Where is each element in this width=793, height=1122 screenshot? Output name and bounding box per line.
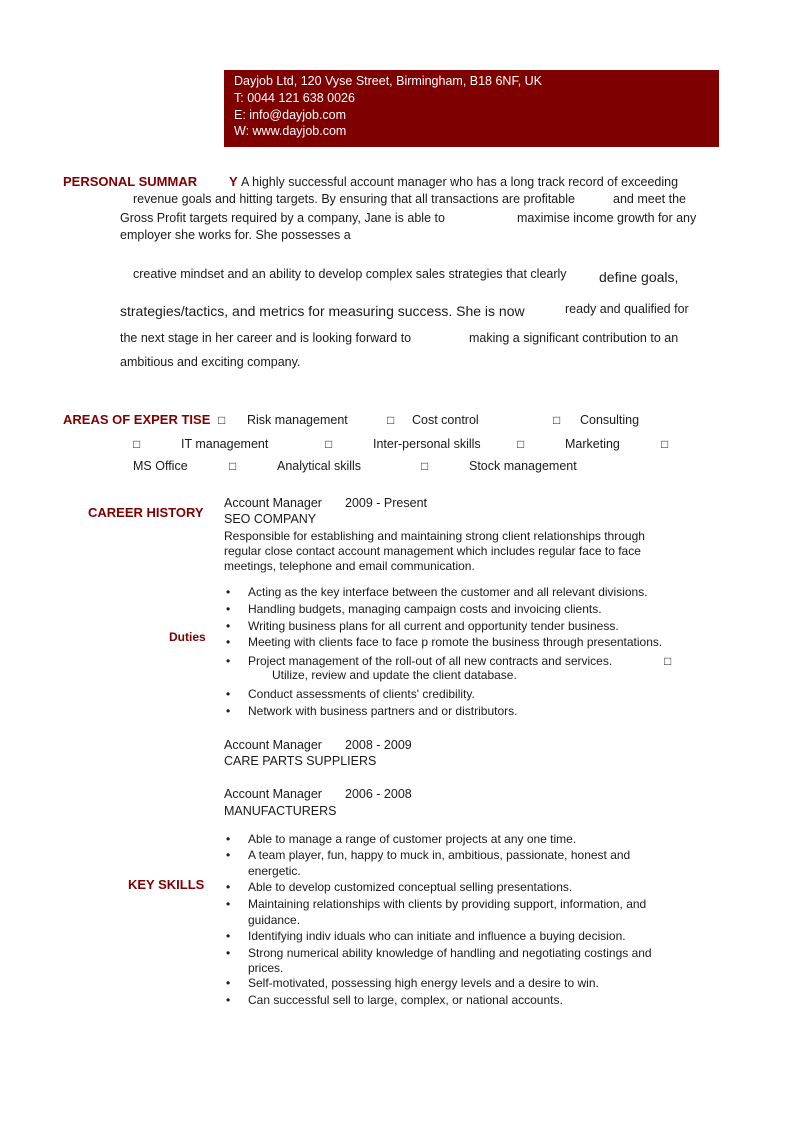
duty-item: Utilize, review and update the client database. — [272, 668, 517, 682]
summary-line: and meet the — [613, 192, 686, 206]
job-description-line: meetings, telephone and email communication. — [224, 559, 475, 573]
summary-line: A highly successful account manager who has a long track record of exceeding — [241, 175, 679, 189]
bullet-icon: • — [226, 832, 231, 846]
skill-item-continued: guidance. — [248, 913, 301, 927]
bullet-icon: • — [226, 880, 231, 894]
summary-line: define goals, — [599, 269, 679, 285]
checkbox-icon: □ — [421, 459, 429, 473]
expertise-item: Inter-personal skills — [373, 437, 481, 451]
skill-item-continued: energetic. — [248, 864, 301, 878]
checkbox-icon: □ — [133, 437, 141, 451]
bullet-icon: • — [226, 635, 231, 649]
contact-header — [224, 70, 719, 147]
summary-line: Gross Profit targets required by a company, Jane is able to — [120, 211, 445, 225]
key-skills-heading: KEY SKILLS — [128, 877, 205, 892]
job-company: MANUFACTURERS — [224, 804, 337, 818]
summary-line: revenue goals and hitting targets. By ensuring that all transactions are profitable — [133, 192, 575, 206]
duties-heading: Duties — [169, 630, 206, 644]
job-title: Account Manager — [224, 787, 322, 801]
skill-item: Self-motivated, possessing high energy levels and a desire to win. — [248, 976, 599, 990]
skill-item: Able to develop customized conceptual selling presentations. — [248, 880, 573, 894]
summary-line: employer she works for. She possesses a — [120, 228, 351, 242]
skill-item: Maintaining relationships with clients by providing support, information, and — [248, 897, 647, 911]
career-history-heading: CAREER HISTORY — [88, 505, 204, 520]
duty-item: Acting as the key interface between the customer and all relevant divisions. — [248, 585, 648, 599]
job-dates: 2008 - 2009 — [345, 738, 412, 752]
duty-item: Project management of the roll-out of all new contracts and services. — [248, 654, 613, 668]
checkbox-icon: □ — [664, 654, 672, 668]
expertise-item: Marketing — [565, 437, 620, 451]
bullet-icon: • — [226, 946, 231, 960]
bullet-icon: • — [226, 848, 231, 862]
summary-line: ambitious and exciting company. — [120, 355, 301, 369]
bullet-icon: • — [226, 897, 231, 911]
bullet-icon: • — [226, 929, 231, 943]
summary-line: the next stage in her career and is looking forward to — [120, 331, 412, 345]
summary-line: strategies/tactics, and metrics for measuring success. She is now — [120, 303, 525, 319]
checkbox-icon: □ — [387, 413, 395, 427]
expertise-item: Stock management — [469, 459, 577, 473]
bullet-icon: • — [226, 585, 231, 599]
bullet-icon: • — [226, 654, 231, 668]
job-company: SEO COMPANY — [224, 512, 317, 526]
job-dates: 2006 - 2008 — [345, 787, 412, 801]
expertise-item: Risk management — [247, 413, 348, 427]
job-description-line: regular close contact account management which includes regular face to face — [224, 544, 641, 558]
company-email: E: info@dayjob.com — [234, 108, 347, 122]
checkbox-icon: □ — [517, 437, 525, 451]
summary-line: maximise income growth for any — [517, 211, 697, 225]
bullet-icon: • — [226, 687, 231, 701]
bullet-icon: • — [226, 602, 231, 616]
checkbox-icon: □ — [325, 437, 333, 451]
skill-item: Can successful sell to large, complex, or national accounts. — [248, 993, 563, 1007]
skill-item: Identifying indiv iduals who can initiate and influence a buying decision. — [248, 929, 626, 943]
bullet-icon: • — [226, 993, 231, 1007]
skill-item: A team player, fun, happy to muck in, ambitious, passionate, honest and — [248, 848, 631, 862]
job-dates: 2009 - Present — [345, 496, 427, 510]
company-website: W: www.dayjob.com — [234, 124, 347, 138]
bullet-icon: • — [226, 704, 231, 718]
expertise-item: Analytical skills — [277, 459, 362, 473]
bullet-icon: • — [226, 976, 231, 990]
duty-item: Meeting with clients face to face p romote the business through presentations. — [248, 635, 663, 649]
duty-item: Conduct assessments of clients' credibility. — [248, 687, 475, 701]
skill-item-continued: prices. — [248, 961, 284, 975]
areas-of-expertise-heading: AREAS OF EXPER TISE — [63, 412, 211, 427]
duty-item: Writing business plans for all current and opportunity tender business. — [248, 619, 619, 633]
company-address: Dayjob Ltd, 120 Vyse Street, Birmingham, B18 6NF, UK — [234, 74, 543, 88]
job-company: CARE PARTS SUPPLIERS — [224, 754, 377, 768]
checkbox-icon: □ — [661, 437, 669, 451]
expertise-item: IT management — [181, 437, 269, 451]
personal-summary-heading: PERSONAL SUMMAR — [63, 174, 198, 189]
duty-item: Handling budgets, managing campaign costs and invoicing clients. — [248, 602, 602, 616]
duty-item: Network with business partners and or distributors. — [248, 704, 518, 718]
expertise-item: MS Office — [133, 459, 188, 473]
job-title: Account Manager — [224, 738, 322, 752]
checkbox-icon: □ — [553, 413, 561, 427]
skill-item: Able to manage a range of customer projects at any one time. — [248, 832, 577, 846]
summary-line: ready and qualified for — [565, 302, 689, 316]
job-description-line: Responsible for establishing and maintaining strong client relationships through — [224, 529, 645, 543]
bullet-icon: • — [226, 619, 231, 633]
company-phone: T: 0044 121 638 0026 — [234, 91, 355, 105]
summary-line: creative mindset and an ability to develop complex sales strategies that clearly — [133, 267, 567, 281]
summary-line: making a significant contribution to an — [469, 331, 679, 345]
checkbox-icon: □ — [218, 413, 226, 427]
job-title: Account Manager — [224, 496, 322, 510]
skill-item: Strong numerical ability knowledge of handling and negotiating costings and — [248, 946, 652, 960]
personal-summary-heading-end: Y — [229, 174, 238, 189]
expertise-item: Consulting — [580, 413, 640, 427]
checkbox-icon: □ — [229, 459, 237, 473]
expertise-item: Cost control — [412, 413, 479, 427]
